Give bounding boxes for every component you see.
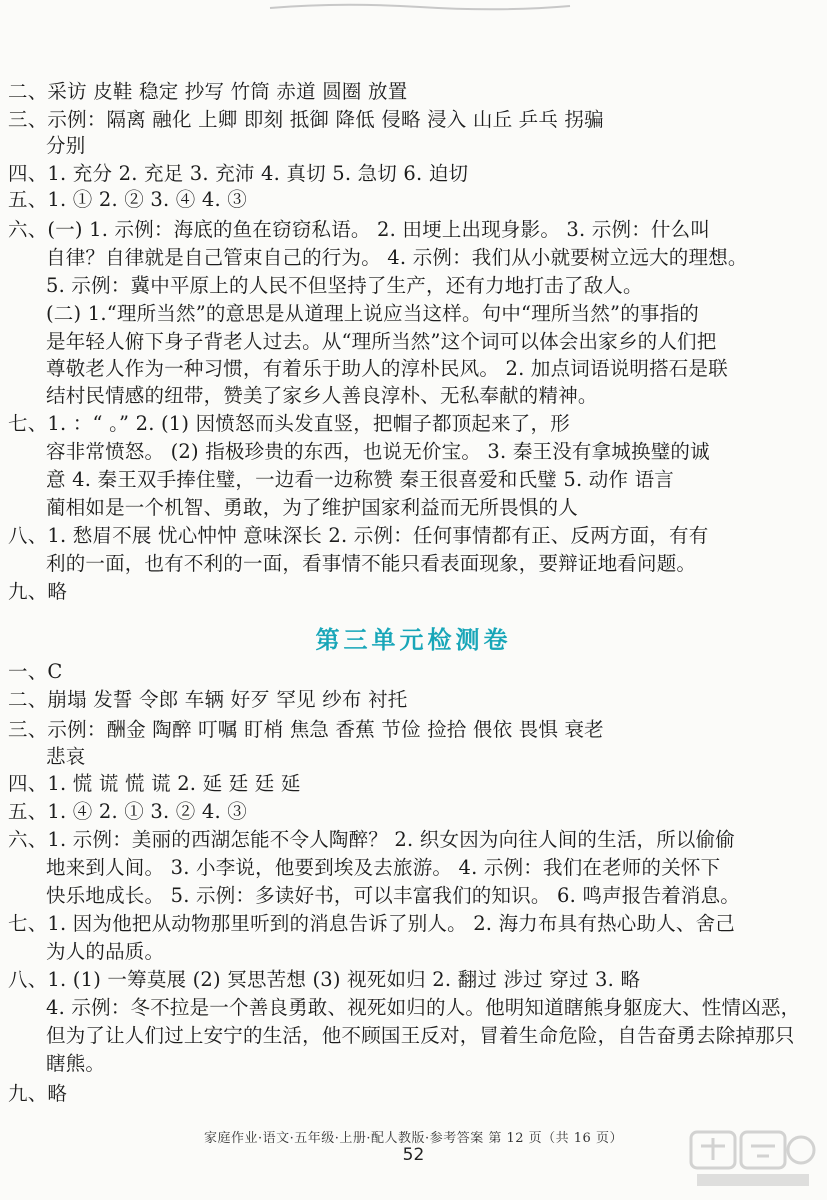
answer-line: 瞎熊。: [46, 1052, 106, 1075]
answer-line: 七、1. 因为他把从动物那里听到的消息告诉了别人。 2. 海力布具有热心助人、舍己: [8, 912, 736, 935]
answer-line: 利的一面，也有不利的一面，看事情不能只看表面现象，要辩证地看问题。: [46, 552, 697, 575]
answer-line: 自律？自律就是自己管束自己的行为。 4. 示例：我们从小就要树立远大的理想。: [46, 246, 748, 269]
answer-line: 四、1. 充分 2. 充足 3. 充沛 4. 真切 5. 急切 6. 迫切: [8, 162, 469, 185]
top-scan-artifact: [260, 0, 580, 14]
answer-line: 八、1. (1) 一筹莫展 (2) 冥思苦想 (3) 视死如归 2. 翻过 涉过 穿过 3. 略: [8, 968, 641, 991]
answer-line: 二、采访 皮鞋 稳定 抄写 竹筒 赤道 圆圈 放置: [8, 80, 408, 103]
answer-line: 六、(一) 1. 示例：海底的鱼在窃窃私语。 2. 田埂上出现身影。 3. 示例：什么叫: [8, 218, 711, 241]
answer-line: 为人的品质。: [46, 940, 165, 963]
answer-line: 但为了让人们过上安宁的生活，他不顾国王反对，冒着生命危险，自告奋勇去除掉那只: [46, 1024, 795, 1047]
answer-line: 蔺相如是一个机智、勇敢，为了维护国家利益而无所畏惧的人: [46, 496, 578, 519]
answer-line: 尊敬老人作为一种习惯，有着乐于助人的淳朴民风。 2. 加点词语说明搭石是联: [46, 357, 728, 380]
answer-line: 二、崩塌 发誓 令郎 车辆 好歹 罕见 纱布 衬托: [8, 688, 408, 711]
answer-line: 分别: [46, 134, 86, 157]
answer-line: 快乐地成长。 5. 示例：多读好书，可以丰富我们的知识。 6. 鸣声报告着消息。: [46, 884, 741, 907]
answer-line: 5. 示例：冀中平原上的人民不但坚持了生产，还有力地打击了敌人。: [46, 274, 643, 297]
answer-line: 五、1. ④ 2. ① 3. ② 4. ③: [8, 800, 248, 823]
answer-line: 结村民情感的纽带，赞美了家乡人善良淳朴、无私奉献的精神。: [46, 384, 598, 407]
answer-line: 意 4. 秦王双手捧住璧，一边看一边称赞 秦王很喜爱和氏璧 5. 动作 语言: [46, 468, 675, 491]
answer-line: 七、1. ：“ 。” 2. (1) 因愤怒而头发直竖，把帽子都顶起来了，形: [8, 412, 570, 435]
answer-line: 容非常愤怒。 (2) 指极珍贵的东西，也说无价宝。 3. 秦王没有拿城换璧的诚: [46, 440, 710, 463]
answer-line: 九、略: [8, 580, 68, 603]
answer-line: (二) 1.“理所当然”的意思是从道理上说应当这样。句中“理所当然”的事指的: [46, 302, 699, 325]
answer-line: 八、1. 愁眉不展 忧心忡忡 意味深长 2. 示例：任何事情都有正、反两方面，有有: [8, 524, 709, 547]
page-number: 52: [402, 1145, 425, 1165]
answer-line: 悲哀: [46, 745, 86, 768]
section-title: 第三单元检测卷: [315, 626, 512, 654]
page-footer: 家庭作业·语文·五年级·上册·配人教版·参考答案 第 12 页（共 16 页）: [204, 1131, 623, 1146]
answer-line: 九、略: [8, 1082, 68, 1105]
answer-line: 地来到人间。 3. 小李说，他要到埃及去旅游。 4. 示例：我们在老师的关怀下: [46, 856, 721, 879]
answer-line: 是年轻人俯下身子背老人过去。从“理所当然”这个词可以体会出家乡的人们把: [46, 330, 717, 353]
answer-line: 4. 示例：冬不拉是一个善良勇敢、视死如归的人。他明知道瞎熊身躯庞大、性情凶恶，: [46, 996, 801, 1019]
answer-line: 五、1. ① 2. ② 3. ④ 4. ③: [8, 188, 248, 211]
watermark-logo-icon: [687, 1126, 817, 1192]
answer-line: 三、示例：酬金 陶醉 叮嘱 盯梢 焦急 香蕉 节俭 捡拾 偎依 畏惧 衰老: [8, 718, 604, 741]
answer-line: 三、示例：隔离 融化 上卿 即刻 抵御 降低 侵略 浸入 山丘 乒乓 拐骗: [8, 108, 604, 131]
answer-line: 四、1. 慌 谎 慌 谎 2. 延 廷 廷 延: [8, 772, 301, 795]
answer-line: 一、C: [8, 660, 63, 683]
answer-line: 六、1. 示例：美丽的西湖怎能不令人陶醉？ 2. 织女因为向往人间的生活，所以偷偷: [8, 828, 736, 851]
